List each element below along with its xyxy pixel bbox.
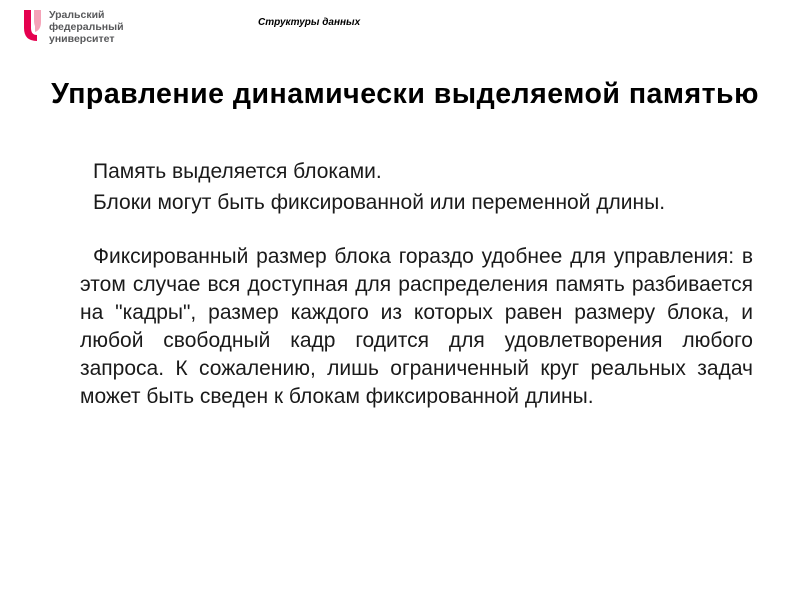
logo-line-2: федеральный bbox=[49, 21, 124, 33]
slide-body bbox=[80, 158, 753, 411]
paragraph-2: Блоки могут быть фиксированной или переменной длины. bbox=[93, 191, 666, 214]
logo-line-1: Уральский bbox=[49, 9, 105, 21]
paragraph-1: Память выделяется блоками. bbox=[93, 160, 382, 183]
university-logo bbox=[22, 8, 124, 46]
urfu-logo-icon bbox=[22, 8, 44, 46]
logo-text bbox=[49, 9, 124, 45]
paragraph-3: Фиксированный размер блока гораздо удобнее для управления: в этом случае вся доступная для распределения память разбивается на "кадры", размер каждого из которых равен размеру блока, и любой свободный кадр годится для удовлетворения любого запроса. К сожалению, лишь ограниченный круг реальных задач может быть сведен к блокам фиксированной длины. bbox=[80, 245, 753, 408]
course-subject: Структуры данных bbox=[258, 17, 361, 28]
slide-title: Управление динамически выделяемой памятью bbox=[51, 78, 759, 110]
logo-line-3: университет bbox=[49, 33, 115, 45]
